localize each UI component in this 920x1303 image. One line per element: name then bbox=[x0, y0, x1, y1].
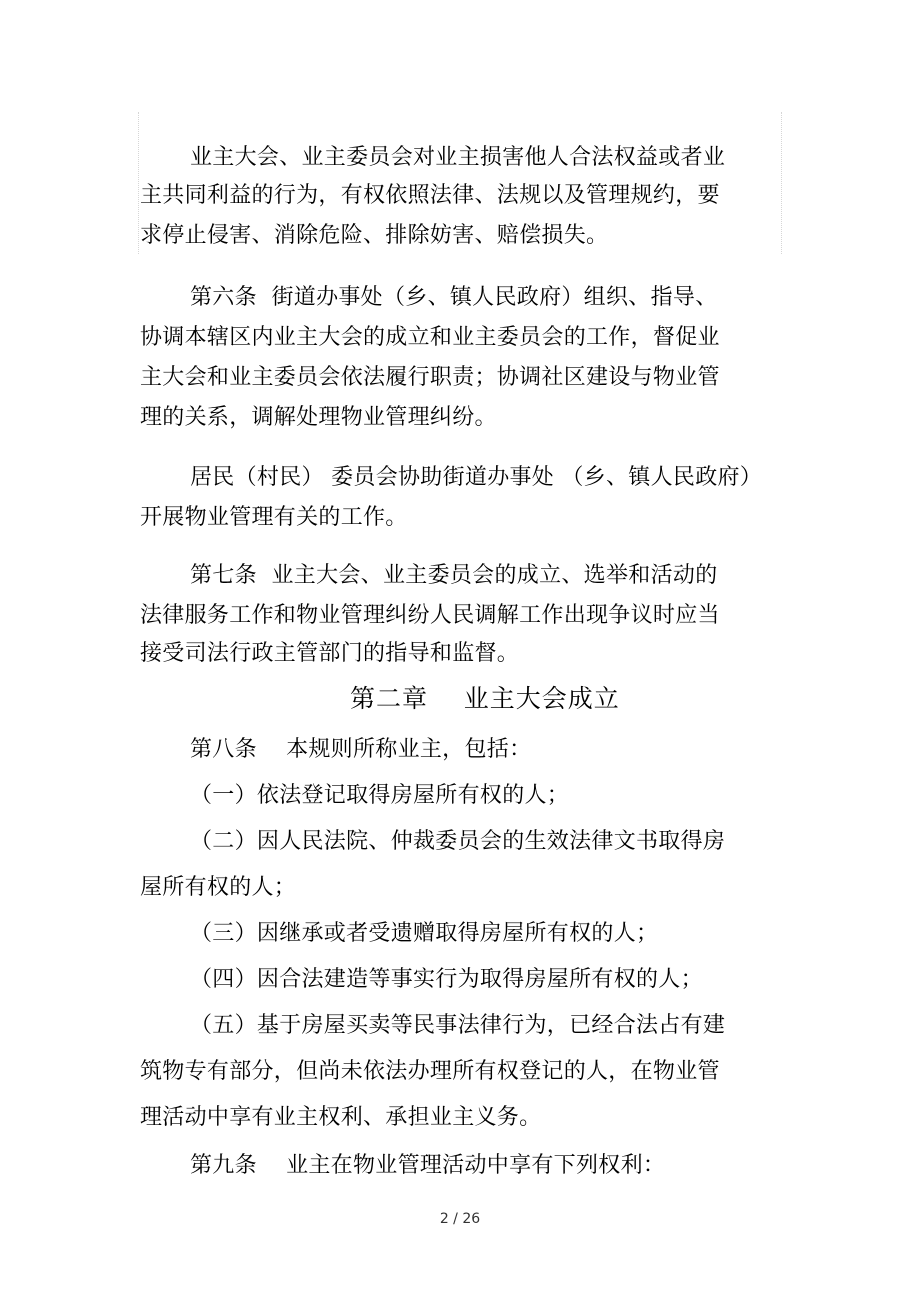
paragraph-line: 第八条 本规则所称业主，包括： bbox=[190, 737, 532, 762]
list-item-line: （三）因继承或者受遗赠取得房屋所有权的人； bbox=[190, 921, 659, 946]
paragraph-line: 法律服务工作和物业管理纠纷人民调解工作出现争议时应当 bbox=[140, 603, 720, 628]
chapter-title: 第二章 业主大会成立 bbox=[350, 684, 620, 713]
paragraph-line: 第七条 业主大会、业主委员会的成立、选举和活动的 bbox=[190, 563, 718, 588]
paragraph-line: 协调本辖区内业主大会的成立和业主委员会的工作，督促业 bbox=[140, 325, 720, 350]
list-item-line: 筑物专有部分，但尚未依法办理所有权登记的人，在物业管 bbox=[140, 1059, 720, 1084]
list-item-line: （五）基于房屋买卖等民事法律行为，已经合法占有建 bbox=[190, 1013, 726, 1038]
paragraph-line: 第六条 街道办事处（乡、镇人民政府）组织、指导、 bbox=[190, 285, 718, 310]
paragraph-line: 业主大会、业主委员会对业主损害他人合法权益或者业 bbox=[190, 145, 726, 170]
page-number: 2 / 26 bbox=[439, 1211, 481, 1227]
paragraph-line: 开展物业管理有关的工作。 bbox=[140, 505, 408, 530]
list-item-line: （四）因合法建造等事实行为取得房屋所有权的人； bbox=[190, 967, 703, 992]
frame-border-left bbox=[138, 112, 139, 254]
paragraph-line: 主大会和业主委员会依法履行职责；协调社区建设与物业管 bbox=[140, 365, 720, 390]
list-item-line: 屋所有权的人； bbox=[140, 875, 297, 900]
frame-border-right bbox=[781, 112, 782, 254]
list-item-line: （一）依法登记取得房屋所有权的人； bbox=[190, 783, 570, 808]
paragraph-line: 接受司法行政主管部门的指导和监督。 bbox=[140, 641, 520, 666]
paragraph-line: 理的关系，调解处理物业管理纠纷。 bbox=[140, 405, 497, 430]
list-item-line: （二）因人民法院、仲裁委员会的生效法律文书取得房 bbox=[190, 829, 726, 854]
list-item-line: 理活动中享有业主权利、承担业主义务。 bbox=[140, 1105, 542, 1130]
paragraph-line: 第九条 业主在物业管理活动中享有下列权利： bbox=[190, 1153, 666, 1178]
paragraph-line: 求停止侵害、消除危险、排除妨害、赔偿损失。 bbox=[140, 223, 609, 248]
paragraph-line: 居民（村民） 委员会协助街道办事处 （乡、镇人民政府） bbox=[190, 465, 763, 490]
paragraph-line: 主共同利益的行为，有权依照法律、法规以及管理规约，要 bbox=[140, 183, 720, 208]
